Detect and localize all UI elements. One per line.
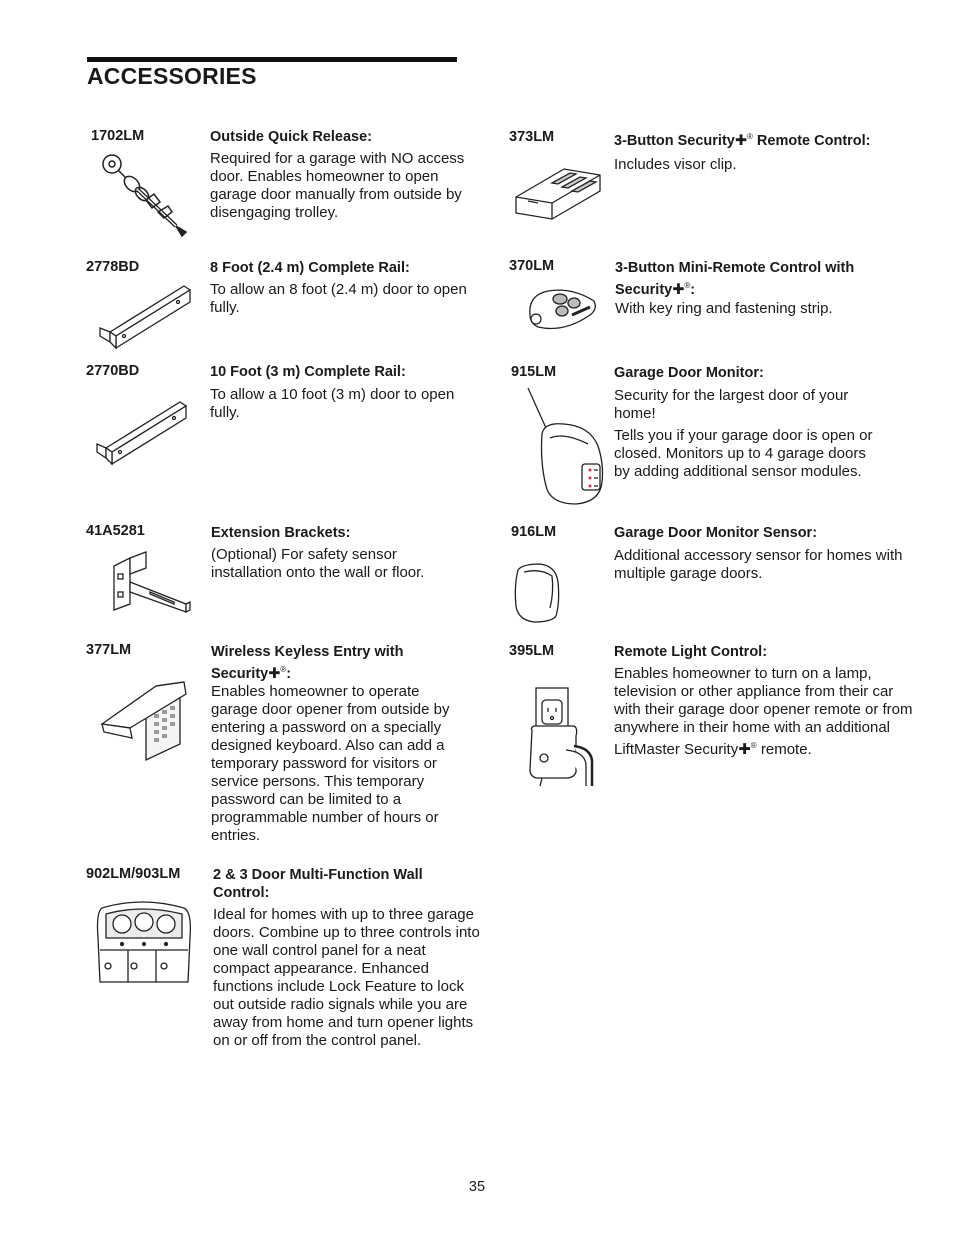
description-text: Enables homeowner to turn on a lamp, television or other appliance from their car with their garage door opener remote or from anywhere in their home with an additional LiftMaster Security [614,665,913,758]
title-text-2: Remote Control: [752,133,871,149]
sensor-icon [512,562,562,624]
item-description [614,665,924,759]
rail-10ft-icon [96,398,192,468]
monitor-icon [524,386,606,508]
registered-mark: ® [684,281,691,290]
item-title: 8 Foot (2.4 m) Complete Rail: [210,260,410,276]
item-code: 377LM [86,642,132,658]
item-description: With key ring and fastening strip. [615,300,833,317]
title-line-1: Wireless Keyless Entry with [211,644,404,660]
title-security: Security [615,282,673,298]
light-control-icon [526,686,602,788]
key-chain-icon [98,148,198,240]
wall-control-icon [94,898,194,988]
page-title: ACCESSORIES [87,63,257,89]
item-code: 916LM [511,524,557,540]
description-text-2: remote. [756,741,812,758]
mini-remote-icon [524,285,600,333]
title-line-1: 3-Button Mini-Remote Control with [615,260,855,276]
item-title: Outside Quick Release: [210,129,372,145]
item-code: 373LM [509,129,555,145]
page-number: 35 [468,1179,486,1195]
item-code: 2770BD [86,363,140,379]
rail-8ft-icon [98,280,198,352]
item-title [615,259,905,299]
item-description: Additional accessory sensor for homes with multiple garage doors. [614,547,903,582]
item-code: 2778BD [86,259,140,275]
security-plus-icon: ✚ [738,741,751,758]
title-rule [87,57,457,62]
item-description: Ideal for homes with up to three garage doors. Combine up to three controls into one wall control panel for a neat compact appearance. Enhanced functions include Lock Feature to lock out outside radio signals while you are away from home and turn opener lights on or off from the control panel. [213,906,480,1049]
registered-mark: ® [747,132,753,141]
title-security: Security [211,666,269,682]
bracket-icon [110,548,194,616]
item-code: 1702LM [91,128,145,144]
title-colon: : [690,282,696,298]
item-code: 395LM [509,643,555,659]
item-code: 915LM [511,364,557,380]
item-title: Garage Door Monitor Sensor: [614,525,818,541]
security-plus-icon: ✚ [268,666,281,682]
item-code: 902LM/903LM [86,866,181,882]
item-code: 370LM [509,258,555,274]
item-title [211,643,441,683]
description-line-1: Security for the largest door of your home! [614,387,849,422]
description-line-2: Tells you if your garage door is open or closed. Monitors up to 4 garage doors by adding additional sensor modules. [614,427,873,480]
title-text: 3-Button Security [614,133,735,149]
title-colon: : [286,666,292,682]
keypad-icon [100,680,190,762]
item-title: Remote Light Control: [614,644,768,660]
item-title [614,128,914,150]
item-description: Required for a garage with NO access door. Enables homeowner to open garage door manually from outside by disengaging trolley. [210,150,465,221]
item-description: To allow a 10 foot (3 m) door to open fully. [210,386,455,421]
item-description: To allow an 8 foot (2.4 m) door to open fully. [210,281,467,316]
item-description [614,387,879,485]
security-plus-icon: ✚ [734,133,747,149]
item-title: Extension Brackets: [211,525,351,541]
item-description: Includes visor clip. [614,156,737,173]
item-description: Enables homeowner to operate garage door opener from outside by entering a password on a specially designed keyboard. Also can add a temporary password for visitors or service persons. This temporary password can be limited to a programmable number of hours or entries. [211,683,450,844]
security-plus-icon: ✚ [672,282,685,298]
item-title: Garage Door Monitor: [614,365,764,381]
registered-mark: ® [750,741,757,750]
registered-mark: ® [280,665,287,674]
item-title: 2 & 3 Door Multi-Function Wall Control: [213,867,423,901]
item-code: 41A5281 [86,523,145,539]
item-title: 10 Foot (3 m) Complete Rail: [210,364,406,380]
remote-icon [512,163,604,225]
item-description: (Optional) For safety sensor installation onto the wall or floor. [211,546,425,581]
